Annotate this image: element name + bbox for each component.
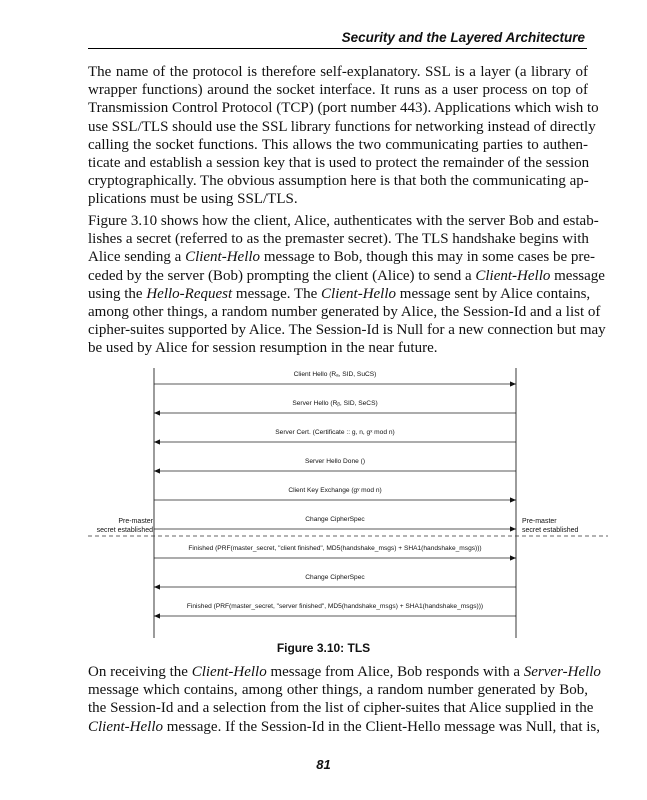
italic-term: Client-Hello — [88, 718, 163, 735]
arrowhead-right-icon — [510, 381, 516, 386]
arrowhead-left-icon — [154, 584, 160, 589]
left-note-line-2: secret established — [96, 527, 153, 534]
text-run: message to Bob, though this may in some cases be pre- — [260, 249, 595, 266]
text-run: ticate and establish a session key that is used to protect the remainder of the session — [88, 155, 590, 172]
text-run: among other things, a random number generated by Alice, the Session-Id and a list of — [88, 304, 601, 321]
arrowhead-left-icon — [154, 439, 160, 444]
paragraph-1 — [88, 63, 599, 209]
italic-term: Client-Hello — [475, 267, 551, 284]
header-rule — [88, 48, 587, 49]
message-2 — [154, 400, 516, 416]
running-head-title: Security and the Layered Architecture — [341, 30, 585, 45]
text-run: message from Alice, Bob responds with a — [266, 664, 524, 680]
text-run: ceded by the server (Bob) prompting the client (Alice) to send a — [88, 267, 476, 284]
text-run: be used by Alice for session resumption in the near future. — [88, 340, 438, 357]
arrowhead-right-icon — [510, 497, 516, 502]
page-number: 81 — [316, 757, 331, 772]
message-arrows — [154, 371, 516, 619]
right-note-line-1: Pre-master — [522, 518, 557, 525]
text-line — [88, 718, 600, 736]
text-run: message sent by Alice contains, — [396, 285, 591, 302]
text-line — [88, 154, 588, 172]
text-run: cipher-suites supported by Alice. The Session-Id is Null for a new connection but may — [88, 322, 606, 339]
text-run: message — [550, 267, 605, 284]
text-run: calling the socket functions. This allows the two communicating parties to authen- — [88, 136, 588, 153]
text-line — [88, 339, 588, 357]
text-line — [88, 248, 595, 266]
left-note-line-1: Pre-master — [118, 518, 153, 525]
text-run: message. The — [232, 285, 322, 302]
text-line — [88, 663, 601, 681]
text-line — [88, 136, 588, 154]
italic-term: Hello-Request — [146, 285, 233, 302]
paragraph-2 — [88, 212, 606, 358]
text-line — [88, 190, 588, 208]
message-9 — [154, 603, 516, 619]
message-8 — [154, 574, 516, 590]
message-label: Change CipherSpec — [305, 516, 365, 523]
text-line — [88, 118, 596, 136]
text-run: Figure 3.10 shows how the client, Alice, authenticates with the server Bob and estab- — [88, 213, 599, 229]
arrowhead-left-icon — [154, 468, 160, 473]
message-label: Finished (PRF(master_secret, "server finished", MD5(handshake_msgs) + SHA1(handshake_msgs))) — [186, 603, 484, 610]
text-line — [88, 681, 588, 699]
arrowhead-right-icon — [510, 526, 516, 531]
text-run: The name of the protocol is therefore self-explanatory. SSL is a layer (a library of — [88, 64, 588, 80]
text-line — [88, 699, 594, 717]
text-line — [88, 172, 588, 190]
text-line — [88, 63, 588, 81]
right-note-line-2: secret established — [522, 527, 579, 534]
text-line — [88, 267, 605, 285]
message-label: Client Hello (Rₐ, SID, SuCS) — [293, 371, 377, 378]
tls-handshake-figure — [88, 368, 608, 638]
message-label: Server Hello (Rᵦ, SID, SeCS) — [292, 400, 378, 407]
text-run: On receiving the — [88, 664, 192, 680]
message-label: Server Hello Done () — [304, 458, 366, 465]
message-5 — [154, 487, 516, 503]
text-line — [88, 303, 601, 321]
italic-term: Client-Hello — [191, 664, 267, 680]
message-label: Change CipherSpec — [305, 574, 365, 581]
italic-term: Client-Hello — [321, 285, 397, 302]
message-6 — [154, 516, 516, 532]
figure-caption: Figure 3.10: TLS — [276, 641, 371, 655]
message-label: Client Key Exchange (gʸ mod n) — [288, 487, 382, 494]
arrowhead-left-icon — [154, 410, 160, 415]
message-4 — [154, 458, 516, 474]
text-run: message which contains, among other things, a random number generated by Bob, — [88, 682, 588, 699]
text-run: Transmission Control Protocol (TCP) (port number 443). Applications which wish to — [88, 100, 599, 117]
text-run: wrapper functions) around the socket interface. It runs as a user process on top of — [88, 82, 588, 99]
text-line — [88, 212, 599, 230]
arrowhead-right-icon — [510, 555, 516, 560]
message-1 — [154, 371, 516, 387]
text-line — [88, 285, 591, 303]
text-run: lishes a secret (referred to as the premaster secret). The TLS handshake begins with — [88, 231, 589, 248]
text-run: cryptographically. The obvious assumption here is that both the communicating ap- — [88, 173, 589, 190]
text-run: plications must be using SSL/TLS. — [88, 191, 298, 208]
text-run: using the — [88, 285, 147, 302]
message-label: Server Cert. (Certificate :: g, n, gˣ mod n) — [275, 429, 395, 436]
text-line — [88, 321, 606, 339]
text-line — [88, 99, 599, 117]
italic-term: Client-Hello — [185, 249, 261, 266]
arrowhead-left-icon — [154, 613, 160, 618]
message-3 — [154, 429, 516, 445]
text-run: message. If the Session-Id in the Client-Hello message was Null, that is, — [163, 718, 600, 735]
tls-sequence-diagram — [88, 368, 608, 638]
text-run: the Session-Id and a selection from the list of cipher-suites that Alice supplied in the — [88, 700, 594, 717]
message-label: Finished (PRF(master_secret, "client finished", MD5(handshake_msgs) + SHA1(handshake_msgs))) — [188, 545, 482, 552]
text-run: Alice sending a — [88, 249, 186, 266]
italic-term: Server-Hello — [523, 664, 601, 680]
text-line — [88, 81, 588, 99]
text-run: use SSL/TLS should use the SSL library functions for networking instead of directly — [88, 118, 596, 135]
message-7 — [154, 545, 516, 561]
paragraph-3 — [88, 663, 601, 736]
text-line — [88, 230, 588, 248]
